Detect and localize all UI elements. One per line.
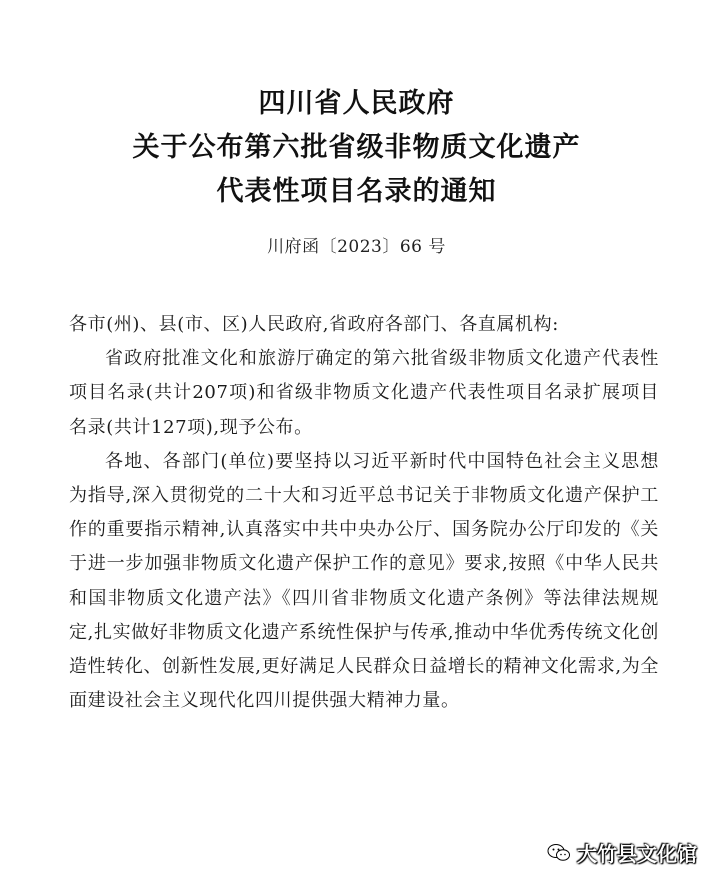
document-title: [0, 82, 713, 214]
requirements-paragraph: 各地、各部门(单位)要坚持以习近平新时代中国特色社会主义思想为指导,深入贯彻党的二十大和习近平总书记关于非物质文化遗产保护工作的重要指示精神,认真落实中共中央办公厅、国务院办公厅印发的《关于进一步加强非物质文化遗产保护工作的意见》要求,按照《中华人民共和国非物质文化遗产法》《四川省非物质文化遗产条例》等法律法规规定,扎实做好非物质文化遗产系统性保护与传承,推动中华优秀传统文化创造性转化、创新性发展,更好满足人民群众日益增长的精神文化需求,为全面建设社会主义现代化四川提供强大精神力量。: [69, 450, 659, 712]
watermark-text: 大竹县文化馆: [577, 842, 697, 866]
title-line-2: 关于公布第六批省级非物质文化遗产: [132, 132, 581, 163]
salutation-paragraph: 各市(州)、县(市、区)人民政府,省政府各部门、各直属机构:: [69, 314, 559, 335]
wechat-icon: [547, 843, 571, 863]
announcement-paragraph: 省政府批准文化和旅游厅确定的第六批省级非物质文化遗产代表性项目名录(共计207项)和省级非物质文化遗产代表性项目名录扩展项目名录(共计127项),现予公布。: [69, 348, 659, 438]
document-body: [69, 308, 659, 718]
watermark: [547, 838, 697, 867]
title-line-1: 四川省人民政府: [258, 88, 455, 119]
title-line-3: 代表性项目名录的通知: [216, 176, 497, 207]
document-number: 川府函〔2023〕66 号: [267, 237, 446, 257]
